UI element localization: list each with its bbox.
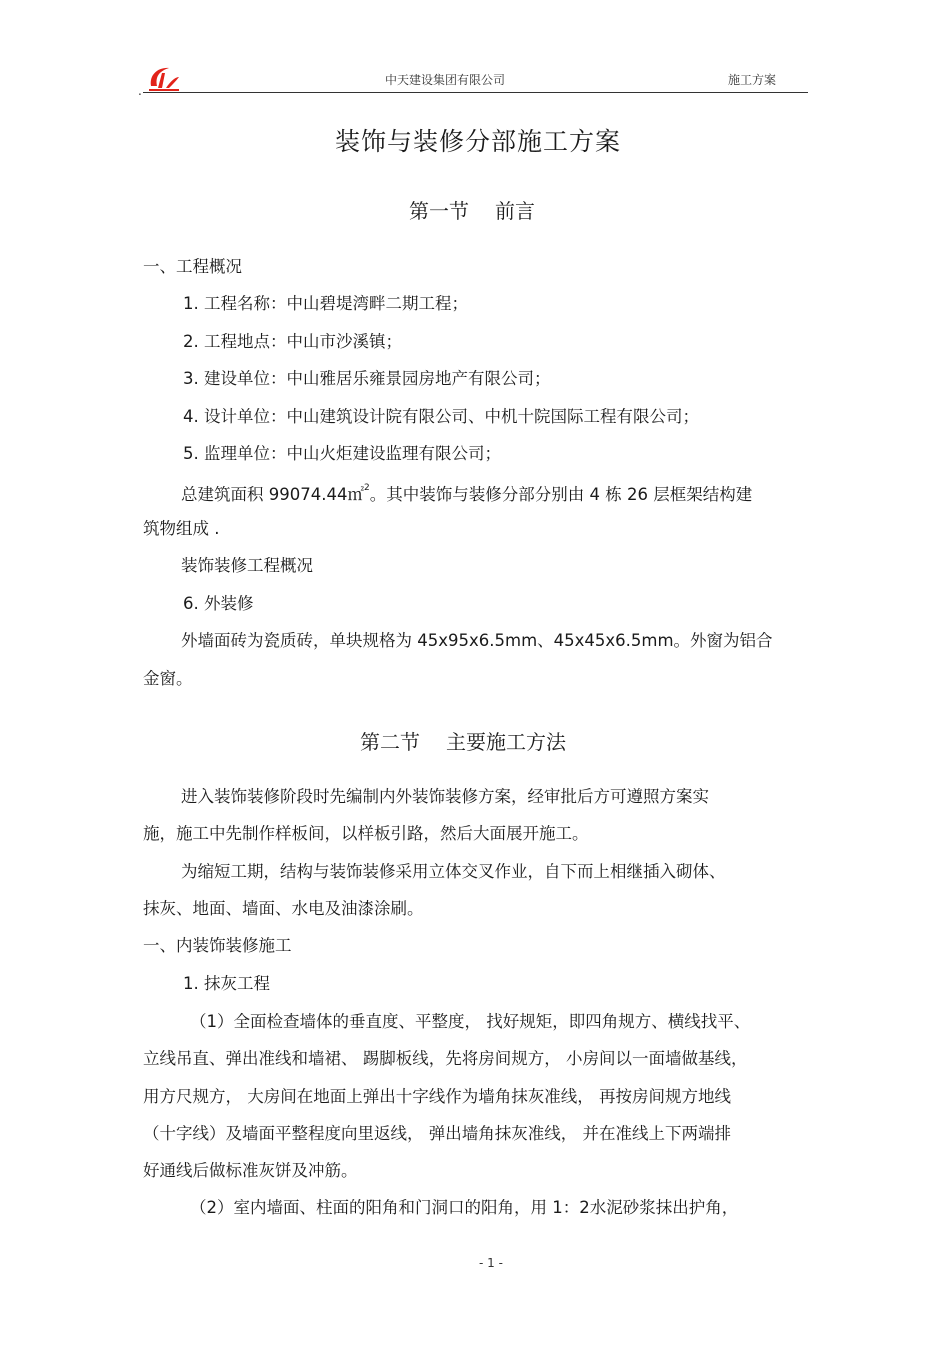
plastering-paragraph: （1）全面检查墙体的垂直度、平整度， 找好规矩，即四角规方、横线找平、 (190, 1012, 751, 1031)
exterior-paragraph-continuation: 金窗。 (143, 669, 193, 688)
total-area-suffix: 。其中装饰与装修分部分别由 4 栋 26 层框架结构建 (369, 485, 753, 504)
method-paragraph: 进入装饰装修阶段时先编制内外装饰装修方案，经审批后方可遵照方案实 (181, 787, 709, 806)
method-paragraph: 为缩短工期，结构与装饰装修采用立体交叉作业，自下而上相继插入砌体、 (181, 862, 726, 881)
plastering-item: 1. 抹灰工程 (183, 974, 270, 993)
project-item: 5. 监理单位：中山火炬建设监理有限公司； (183, 444, 501, 463)
company-logo (145, 64, 181, 94)
total-area-continuation: 筑物组成 . (143, 519, 220, 538)
project-item: 1. 工程名称：中山碧堤湾畔二期工程； (183, 294, 468, 313)
section1-subheading: 一、工程概况 (143, 257, 242, 276)
corner-protection-paragraph: （2）室内墙面、柱面的阳角和门洞口的阳角，用 1：2水泥砂浆抹出护角， (190, 1198, 739, 1217)
header-company: 中天建设集团有限公司 (385, 73, 506, 87)
overview-label: 装饰装修工程概况 (181, 556, 313, 575)
section1-heading-number: 第一节 (409, 199, 469, 223)
section2-heading-number: 第二节 (360, 730, 420, 754)
project-item: 3. 建设单位：中山雅居乐雍景园房地产有限公司； (183, 369, 551, 388)
header-dot: . (138, 84, 142, 98)
exterior-item: 6. 外装修 (183, 594, 254, 613)
section2-subheading: 一、内装饰装修施工 (143, 936, 292, 955)
total-area-line (181, 484, 752, 504)
header-doc-type: 施工方案 (728, 73, 777, 87)
method-paragraph-continuation: 施，施工中先制作样板间，以样板引路，然后大面展开施工。 (143, 824, 589, 843)
plastering-paragraph: 好通线后做标准灰饼及冲筋。 (143, 1161, 358, 1180)
section1-heading-text: 前言 (495, 199, 535, 223)
total-area-prefix: 总建筑面积 99074.44㎡ (181, 485, 364, 504)
exterior-paragraph: 外墙面砖为瓷质砖，单块规格为 45x95x6.5mm、45x45x6.5mm。外窗为铝合 (181, 631, 773, 650)
section2-heading-text: 主要施工方法 (446, 730, 566, 754)
area-superscript: 2 (363, 483, 370, 493)
project-item: 2. 工程地点：中山市沙溪镇； (183, 332, 402, 351)
plastering-paragraph: 用方尺规方， 大房间在地面上弹出十字线作为墙角抹灰准线， 再按房间规方地线 (143, 1087, 731, 1106)
plastering-paragraph: （十字线）及墙面平整程度向里返线， 弹出墙角抹灰准线， 并在准线上下两端排 (143, 1124, 731, 1143)
project-item: 4. 设计单位：中山建筑设计院有限公司、中机十院国际工程有限公司； (183, 407, 699, 426)
page-number: - 1 - (479, 1256, 503, 1270)
method-paragraph-continuation: 抹灰、地面、墙面、水电及油漆涂刷。 (143, 899, 424, 918)
header-rule (143, 92, 808, 93)
document-title: 装饰与装修分部施工方案 (335, 127, 622, 156)
plastering-paragraph: 立线吊直、弹出准线和墙裙、 踢脚板线，先将房间规方， 小房间以一面墙做基线， (143, 1049, 748, 1068)
